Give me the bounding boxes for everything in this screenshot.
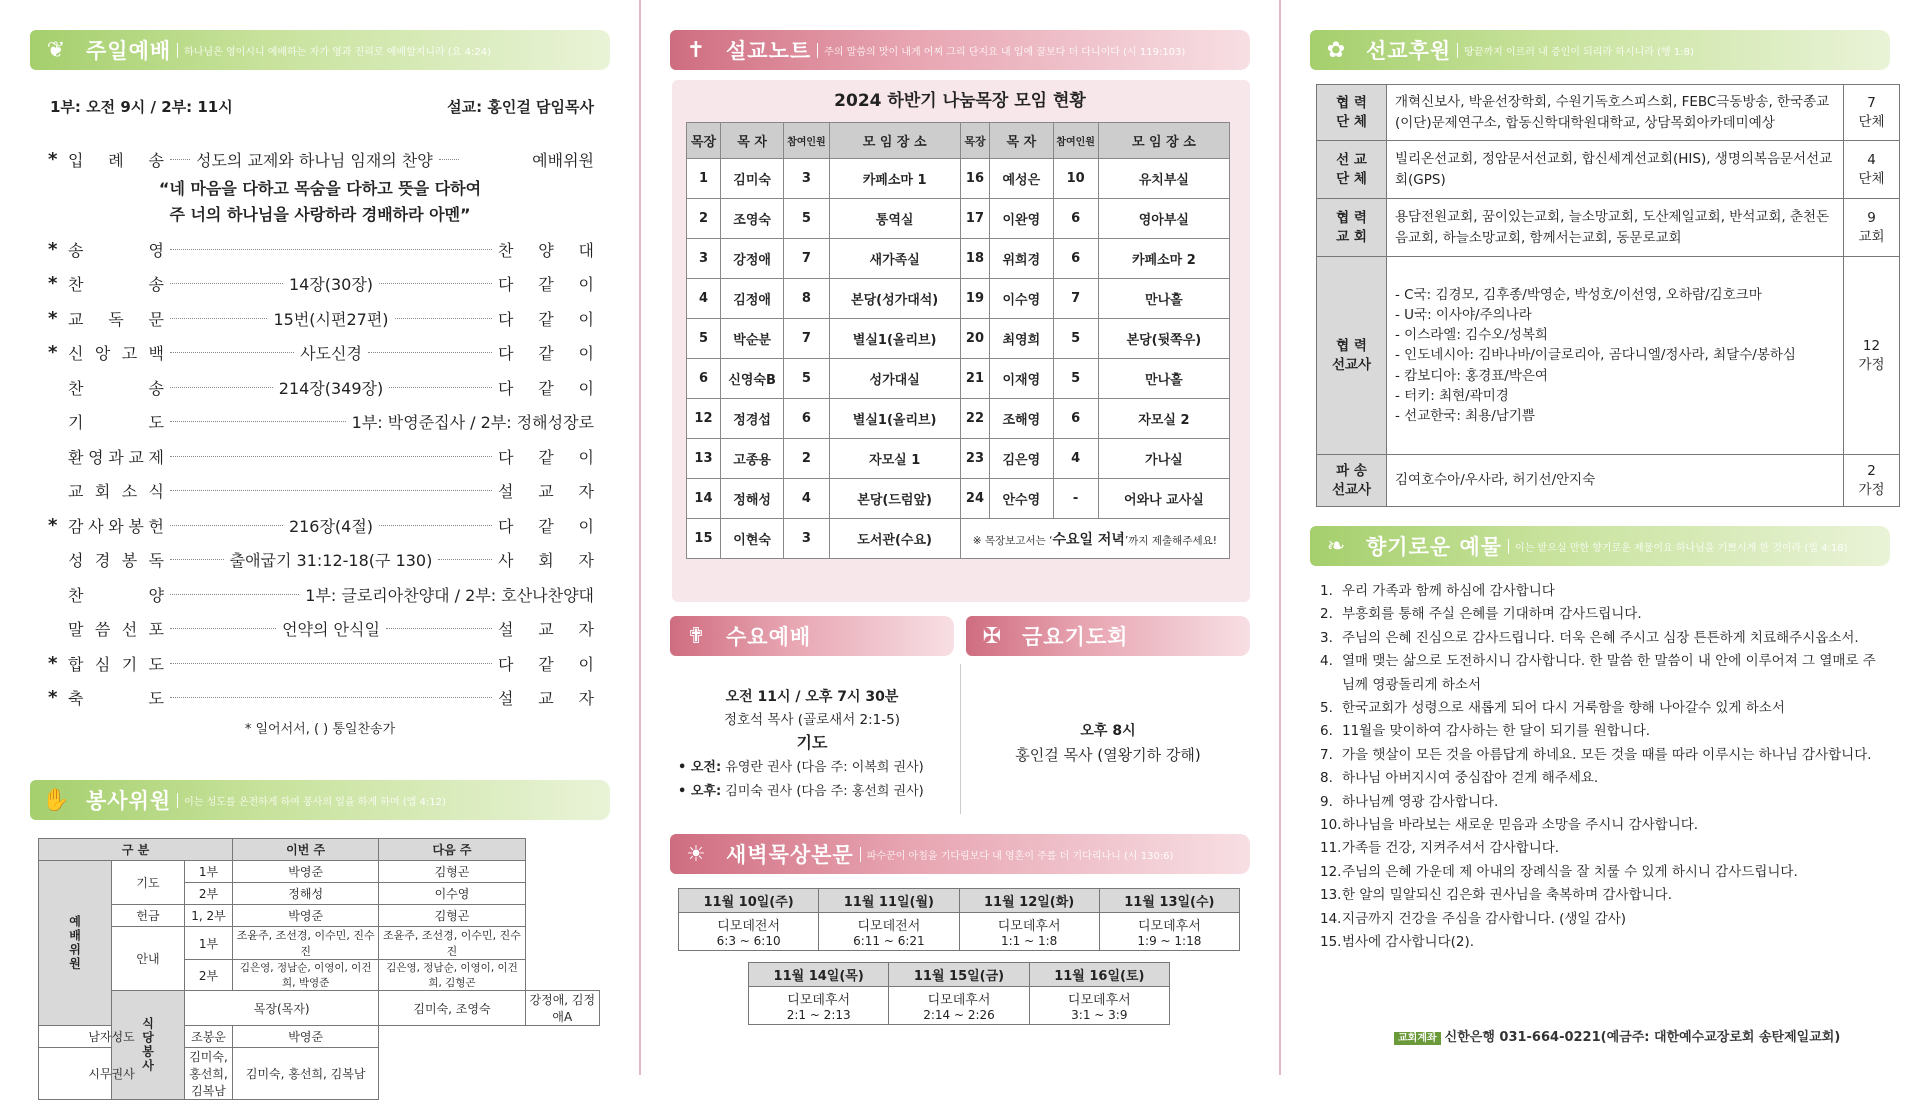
- cell: 23: [960, 439, 989, 479]
- wednesday-service-header: [670, 616, 954, 656]
- section-subtitle: 이는 받으실 만한 향기로운 제물이요 하나님을 기쁘시게 한 것이라 (빌 4:18): [1508, 539, 1848, 554]
- cell: 10: [1053, 159, 1098, 199]
- cell: 18: [960, 239, 989, 279]
- mission-support-table: [1316, 84, 1900, 507]
- cell: 20: [960, 319, 989, 359]
- praise-item: 11. 가족들 건강, 지켜주셔서 감사합니다.: [1320, 840, 1560, 857]
- cell: 새가족실: [829, 239, 960, 279]
- order-content: 214장(349장): [278, 378, 384, 398]
- mission-count: 9 교회: [1844, 199, 1900, 257]
- mission-category: 협 력 단 체: [1317, 85, 1387, 141]
- mission-list: - C국: 김경모, 김후종/박영순, 박성호/이선영, 오하람/김호크마 - U국: 이사야/주의나라 - 이스라엘: 김수오/성복희 - 인도네시아: 김바나바/이글로리아, 곰다니엘/정사라, 최달수/봉하심 - 캄보디아: 홍경표/박은여 - 터키: 최현/곽미경 - 선교한국: 최용/남기쁨: [1387, 257, 1844, 455]
- star-mark: *: [48, 238, 58, 260]
- mission-row: [1317, 141, 1900, 199]
- dawn-passage: 디모데후서 2:14 ~ 2:26: [889, 987, 1029, 1025]
- preacher: 설교: 홍인걸 담임목사: [447, 98, 594, 116]
- praise-item: 3. 주님의 은혜 진심으로 감사드립니다. 더욱 은혜 주시고 심장 튼튼하게 치료해주시옵소서.: [1320, 629, 1859, 646]
- dawn-date: 11월 16일(토): [1029, 963, 1169, 987]
- cell: 조해영: [990, 399, 1053, 439]
- cell: 본당(드럼앞): [829, 479, 960, 519]
- cell: 김정애: [720, 279, 783, 319]
- mission-row: [1317, 257, 1900, 455]
- cell: 4: [1053, 439, 1098, 479]
- section-subtitle: 하나님은 영이시니 예배하는 자가 영과 진리로 예배할지니라 (요 4:24): [177, 43, 491, 58]
- cross-icon: ✟: [686, 623, 706, 649]
- cell: 5: [687, 319, 721, 359]
- cell: 통역실: [829, 199, 960, 239]
- cell: 12: [687, 399, 721, 439]
- row-label: 시무권사: [39, 1048, 185, 1100]
- order-name: 환 영 과 교 제: [68, 447, 164, 467]
- mission-list: 빌리온선교회, 정암문서선교회, 합신세계선교회(HIS), 생명의복음문서선교회(GPS): [1387, 141, 1844, 199]
- praise-item: 12. 주님의 은혜 가운데 제 아내의 장례식을 잘 치룰 수 있게 하시니 감사드립니다.: [1320, 863, 1798, 880]
- dawn-date: 11월 11일(월): [819, 889, 959, 913]
- order-content: 사도신경: [300, 344, 362, 363]
- cell: 최영희: [990, 319, 1053, 359]
- cell: 이재영: [990, 359, 1053, 399]
- mission-row: [1317, 199, 1900, 257]
- dawn-date: 11월 12일(화): [959, 889, 1099, 913]
- cell: 신영숙B: [720, 359, 783, 399]
- cell: 13: [687, 439, 721, 479]
- church-account: [1394, 1026, 1840, 1045]
- praise-item: 6. 11월을 맞이하여 감사하는 한 달이 되기를 원합니다.: [1320, 723, 1651, 740]
- cell: 카페소마 1: [829, 159, 960, 199]
- mission-list: 개혁신보사, 박윤선장학회, 수원기독호스피스회, FEBC극동방송, 한국종교(이단)문제연구소, 합동신학대학원대학교, 상담목회아카데미예상: [1387, 85, 1844, 141]
- order-name: 말 씀 선 포: [68, 620, 164, 639]
- col-header: 이번 주: [233, 839, 379, 861]
- cell: -: [1053, 479, 1098, 519]
- praise-header: [1310, 526, 1890, 566]
- cell: 도서관(수요): [829, 519, 960, 559]
- order-row: [48, 581, 594, 607]
- section-subtitle: 이는 성도를 온전하게 하여 봉사의 일을 하게 하며 (엡 4:12): [177, 793, 446, 808]
- section-title: 새벽묵상본문: [726, 843, 854, 867]
- account-text: 신한은행 031-664-0221(예금주: 대한예수교장로회 송탄제일교회): [1444, 1030, 1841, 1045]
- order-name: 찬 송: [68, 275, 164, 294]
- cell: 영아부실: [1098, 199, 1229, 239]
- praise-item: 2. 부흥회를 통해 주실 은혜를 기대하며 감사드립니다.: [1320, 606, 1642, 623]
- cell: 21: [960, 359, 989, 399]
- section-title: 향기로운 예물: [1366, 535, 1503, 559]
- cell: 박영준: [233, 861, 379, 883]
- section-title: 수요예배: [726, 625, 812, 649]
- cell: 6: [687, 359, 721, 399]
- cell: 15: [687, 519, 721, 559]
- order-name: 축 도: [68, 689, 164, 708]
- row-sublabel: 1부: [185, 927, 233, 960]
- praise-item: 5. 한국교회가 성령으로 새롭게 되어 다시 거룩함을 향해 나아갈수 있게 하소서: [1320, 700, 1785, 717]
- dawn-passage: 디모데후서 1:1 ~ 1:8: [959, 913, 1099, 951]
- order-right: 예배위원: [532, 150, 594, 170]
- table-row: [687, 159, 1230, 199]
- order-row: [48, 236, 594, 262]
- cell: 6: [1053, 199, 1098, 239]
- group-label: 예배위원: [39, 861, 112, 1026]
- sunrise-icon: ☀: [686, 841, 706, 867]
- mission-row: [1317, 85, 1900, 141]
- sermon-note-header: [670, 30, 1250, 70]
- wed-prayer-label: 기도: [796, 733, 828, 752]
- section-title: 금요기도회: [1022, 625, 1129, 649]
- order-name: 찬 송: [68, 378, 164, 398]
- cell: 김은영: [990, 439, 1053, 479]
- dawn-date: 11월 10일(주): [679, 889, 819, 913]
- mission-row: [1317, 455, 1900, 507]
- sunday-service-header: [30, 30, 610, 70]
- book-icon: ✝: [686, 37, 706, 63]
- sunday-service-column: [0, 0, 640, 1098]
- scripture-quote-line-2: 주 너의 하나님을 사랑하라 경배하라 아멘”: [169, 205, 471, 224]
- mission-category: 협 력 교 회: [1317, 199, 1387, 257]
- section-title: 봉사위원: [86, 789, 172, 813]
- report-note: ※ 목장보고서는 ‘수요일 저녁’까지 제출해주세요!: [960, 519, 1229, 559]
- cell: 자모실 2: [1098, 399, 1229, 439]
- mission-category: 선 교 단 체: [1317, 141, 1387, 199]
- cell: 5: [784, 199, 829, 239]
- cell: 5: [1053, 319, 1098, 359]
- cell: 3: [687, 239, 721, 279]
- fri-time: 오후 8시: [1080, 723, 1136, 739]
- mission-category: 협 력 선교사: [1317, 257, 1387, 455]
- mission-count: 12 가정: [1844, 257, 1900, 455]
- order-right: 설 교 자: [498, 620, 595, 639]
- table-row: [687, 439, 1230, 479]
- cell: 이수영: [379, 883, 525, 905]
- cell: 2: [784, 439, 829, 479]
- cell: 5: [1053, 359, 1098, 399]
- praise-item: 10. 하나님을 바라보는 새로운 믿음과 소망을 주시니 감사합니다.: [1320, 817, 1699, 834]
- cell: 정경섭: [720, 399, 783, 439]
- table-row: [687, 479, 1230, 519]
- order-row: [48, 547, 594, 573]
- cell: 박순분: [720, 319, 783, 359]
- star-mark: *: [48, 342, 58, 363]
- dawn-date: 11월 14일(목): [749, 963, 889, 987]
- praise-item: 1. 우리 가족과 함께 하심에 감사합니다: [1320, 583, 1555, 599]
- cell: 조영숙: [720, 199, 783, 239]
- order-content: 15번(시편27편): [273, 309, 389, 329]
- cell: 이수영: [990, 279, 1053, 319]
- table-row: [687, 199, 1230, 239]
- cell: 별실1(올리브): [829, 319, 960, 359]
- order-right: 다 같 이: [498, 309, 594, 329]
- cell: 3: [784, 159, 829, 199]
- order-name: 입 례 송: [68, 150, 164, 170]
- cell: 김은영, 정남순, 이영이, 이건희, 박영준: [233, 960, 379, 991]
- cell: 만나홀: [1098, 279, 1229, 319]
- cell: 17: [960, 199, 989, 239]
- col-header: 목장: [687, 123, 721, 159]
- cell: 3: [784, 519, 829, 559]
- row-sublabel: 2부: [185, 883, 233, 905]
- col-header: 목 자: [990, 123, 1053, 159]
- divider: [960, 664, 961, 814]
- cell: 4: [784, 479, 829, 519]
- row-sublabel: 2부: [185, 960, 233, 991]
- wed-prayer-am: • 오전: 유영란 권사 (다음 주: 이복희 권사): [678, 760, 924, 775]
- cell: 24: [960, 479, 989, 519]
- group-meetings-table: [686, 122, 1230, 559]
- cell: 강정애: [720, 239, 783, 279]
- order-row: [48, 305, 594, 331]
- praise-item: 13. 한 알의 밀알되신 김은화 권사님을 축복하며 감사합니다.: [1320, 887, 1672, 904]
- fri-preach: 홍인걸 목사 (열왕기하 강해): [1015, 746, 1201, 764]
- dawn-passage: 디모데전서 6:11 ~ 6:21: [819, 913, 959, 951]
- cell: 박영준: [233, 905, 379, 927]
- hand-icon: ✋: [42, 787, 70, 813]
- dawn-passage: 디모데후서 3:1 ~ 3:9: [1029, 987, 1169, 1025]
- mission-count: 4 단체: [1844, 141, 1900, 199]
- cell: 강정애, 김정애A: [525, 991, 599, 1026]
- dawn-schedule-row-2: [748, 962, 1170, 1025]
- dawn-schedule-row-1: [678, 888, 1240, 951]
- col-header: 다음 주: [379, 839, 525, 861]
- row-label: 안내: [112, 927, 185, 991]
- cell: 본당(성가대석): [829, 279, 960, 319]
- cell: 박영준: [233, 1026, 379, 1048]
- cell: 정해성: [233, 883, 379, 905]
- praise-item: 8. 하나님 아버지시여 중심잡아 걷게 해주세요.: [1320, 770, 1599, 787]
- col-header: 목장: [960, 123, 989, 159]
- cell: 19: [960, 279, 989, 319]
- order-right: 설 교 자: [498, 689, 594, 708]
- cell: 예성은: [990, 159, 1053, 199]
- order-name: 찬 양: [68, 585, 164, 605]
- cell: 7: [784, 319, 829, 359]
- mission-list: 김여호수아/우사라, 허기선/안지숙: [1387, 455, 1844, 507]
- dawn-passage: 디모데후서 2:1 ~ 2:13: [749, 987, 889, 1025]
- cell: 카페소마 2: [1098, 239, 1229, 279]
- praise-item: 7. 가을 햇살이 모든 것을 아름답게 하네요. 모든 것을 때를 따라 이루시는 하나님 감사합니다.: [1320, 746, 1872, 763]
- order-row: [48, 443, 594, 469]
- col-header: 참여인원: [784, 123, 829, 159]
- row-sublabel: 1, 2부: [185, 905, 233, 927]
- section-subtitle: 땅끝까지 이르러 내 증인이 되리라 하시니라 (행 1:8): [1457, 43, 1694, 58]
- order-name: 교 독 문: [68, 309, 164, 329]
- order-right: 다 같 이: [498, 275, 594, 294]
- cell: 성가대실: [829, 359, 960, 399]
- group-label: 식당봉사: [112, 991, 185, 1100]
- cell: 김형곤: [379, 905, 525, 927]
- order-content: 1부: 글로리아찬양대 / 2부: 호산나찬양대: [305, 585, 594, 605]
- order-content: 216장(4절): [288, 516, 374, 536]
- praise-item: 9. 하나님께 영광 감사합니다.: [1320, 793, 1499, 810]
- table-row: [687, 239, 1230, 279]
- star-mark: *: [48, 307, 58, 329]
- order-name: 성 경 봉 독: [68, 551, 164, 570]
- cell: 7: [784, 239, 829, 279]
- order-row: [48, 685, 594, 711]
- volunteers-table: [38, 838, 600, 1100]
- order-row: [48, 409, 594, 435]
- col-header: 구 분: [39, 839, 233, 861]
- order-name: 송 영: [68, 240, 164, 260]
- cell: 김미숙, 조영숙: [379, 991, 525, 1026]
- mission-header: [1310, 30, 1890, 70]
- order-name: 기 도: [68, 413, 164, 432]
- order-row: [48, 650, 594, 676]
- mission-count: 2 가정: [1844, 455, 1900, 507]
- star-mark: *: [48, 652, 58, 674]
- section-subtitle: 주의 말씀의 맛이 내게 어찌 그리 단지요 내 입에 꿀보다 더 다니이다 (시 119:103): [817, 43, 1185, 58]
- row-label: 목장(목자): [185, 991, 379, 1026]
- account-badge: 교회계좌: [1394, 1032, 1441, 1045]
- order-content: 언약의 안식일: [282, 620, 380, 639]
- cell: 8: [784, 279, 829, 319]
- row-sublabel: 1부: [185, 861, 233, 883]
- cell: 고종용: [720, 439, 783, 479]
- table-row: [687, 319, 1230, 359]
- cell: 김미숙, 홍선희, 김복남: [185, 1048, 233, 1100]
- cell: 이현숙: [720, 519, 783, 559]
- wed-preach: 정호석 목사 (골로새서 2:1-5): [724, 712, 900, 728]
- wed-time: 오전 11시 / 오후 7시 30분: [725, 689, 899, 705]
- cell: 자모실 1: [829, 439, 960, 479]
- cell: 안수영: [990, 479, 1053, 519]
- cell: 6: [784, 399, 829, 439]
- volunteers-header: [30, 780, 610, 820]
- order-content: 1부: 박영준집사 / 2부: 정해성장로: [351, 413, 594, 432]
- cell: 김은영, 정남순, 이영이, 이건희, 김형곤: [379, 960, 525, 991]
- section-title: 설교노트: [726, 39, 812, 63]
- star-mark: *: [48, 514, 58, 536]
- row-label: 헌금: [112, 905, 185, 927]
- col-header: 목 자: [720, 123, 783, 159]
- cell: 16: [960, 159, 989, 199]
- cell: 7: [1053, 279, 1098, 319]
- table-row: [687, 519, 1230, 559]
- order-row: [48, 271, 594, 297]
- order-right: 다 같 이: [498, 378, 595, 398]
- order-right: 다 같 이: [498, 447, 594, 467]
- praying-hands-icon: ✠: [982, 623, 1002, 649]
- order-row-invocation: * 입 례 송 성도의 교제와 하나님 임재의 찬양 예배위원: [48, 148, 594, 170]
- cell: 유치부실: [1098, 159, 1229, 199]
- order-row: [48, 374, 594, 400]
- praise-item: 15. 범사에 감사합니다(2).: [1320, 934, 1475, 951]
- cell: 1: [687, 159, 721, 199]
- cell: 만나홀: [1098, 359, 1229, 399]
- col-header: 모 임 장 소: [1098, 123, 1229, 159]
- cell: 본당(뒷쪽우): [1098, 319, 1229, 359]
- cell: 위희경: [990, 239, 1053, 279]
- cell: 어와나 교사실: [1098, 479, 1229, 519]
- order-row: [48, 512, 594, 538]
- order-row: [48, 340, 594, 366]
- order-name: 교 회 소 식: [68, 482, 164, 501]
- row-label: 기도: [112, 861, 185, 905]
- cell: 김미숙: [720, 159, 783, 199]
- order-right: 사 회 자: [498, 551, 594, 570]
- star-mark: *: [48, 273, 58, 294]
- star-mark: *: [48, 687, 58, 708]
- service-time: 1부: 오전 9시 / 2부: 11시: [50, 98, 233, 116]
- dawn-meditation-header: [670, 834, 1250, 874]
- row-label: 남자성도: [39, 1026, 185, 1048]
- dawn-date: 11월 15일(금): [889, 963, 1029, 987]
- cell: 5: [784, 359, 829, 399]
- cell: 4: [687, 279, 721, 319]
- dawn-date: 11월 13일(수): [1099, 889, 1239, 913]
- footnote: * 일어서서, ( ) 통일찬송가: [244, 722, 396, 737]
- order-right: 다 같 이: [498, 344, 595, 363]
- cell: 별실1(올리브): [829, 399, 960, 439]
- cell: 6: [1053, 239, 1098, 279]
- praise-list: [1320, 580, 1880, 955]
- wed-prayer-pm: • 오후: 김미숙 권사 (다음 주: 홍선희 권사): [678, 784, 924, 799]
- scripture-quote-line-1: “네 마음을 다하고 목숨을 다하고 뜻을 다하여: [158, 179, 482, 198]
- cell: 김미숙, 홍선희, 김복남: [233, 1048, 379, 1100]
- dawn-passage: 디모데후서 1:9 ~ 1:18: [1099, 913, 1239, 951]
- table-row: [687, 399, 1230, 439]
- mission-category: 파 송 선교사: [1317, 455, 1387, 507]
- cell: 이완영: [990, 199, 1053, 239]
- dawn-passage: 디모데전서 6:3 ~ 6:10: [679, 913, 819, 951]
- mission-list: 용담전원교회, 꿈이있는교회, 늘소망교회, 도산제일교회, 반석교회, 춘천돈음교회, 하늘소망교회, 함께서는교회, 동문로교회: [1387, 199, 1844, 257]
- leaf-icon: ❦: [46, 37, 66, 63]
- cell: 조봉운: [185, 1026, 233, 1048]
- table-row: [687, 279, 1230, 319]
- praise-item: 4. 열매 맺는 삶으로 도전하시니 감사합니다. 한 말씀 한 말씀이 내 안에 이루어져 그 열매로 주님께 영광돌리게 하소서: [1320, 653, 1876, 693]
- order-content: 14장(30장): [288, 275, 374, 294]
- order-name: 신 앙 고 백: [68, 344, 164, 363]
- cell: 조윤주, 조선경, 이수민, 진수진: [233, 927, 379, 960]
- col-header: 모 임 장 소: [829, 123, 960, 159]
- leaf-icon: ❧: [1326, 533, 1346, 559]
- section-subtitle: 파수꾼이 아침을 기다림보다 내 영혼이 주를 더 기다리나니 (시 130:6): [860, 847, 1174, 862]
- friday-prayer-header: [966, 616, 1250, 656]
- order-right: 다 같 이: [498, 516, 594, 536]
- cell: 6: [1053, 399, 1098, 439]
- cell: 정해성: [720, 479, 783, 519]
- praise-item: 14. 지금까지 건강을 주심을 감사합니다. (생일 감사): [1320, 910, 1627, 927]
- mission-count: 7 단체: [1844, 85, 1900, 141]
- cell: 가나실: [1098, 439, 1229, 479]
- group-table-title: 2024 하반기 나눔목장 모임 현황: [834, 91, 1086, 111]
- order-row: [48, 616, 594, 642]
- order-right: 다 같 이: [498, 654, 594, 674]
- cell: 2: [687, 199, 721, 239]
- order-right: 설 교 자: [498, 482, 594, 501]
- cell: 14: [687, 479, 721, 519]
- col-header: 참여인원: [1053, 123, 1098, 159]
- order-content: 성도의 교제와 하나님 임재의 찬양: [196, 150, 433, 170]
- order-content: 출애굽기 31:12-18(구 130): [229, 551, 433, 570]
- cell: 조윤주, 조선경, 이수민, 진수진: [379, 927, 525, 960]
- order-right: 찬 양 대: [498, 240, 594, 260]
- section-title: 주일예배: [86, 39, 172, 63]
- order-name: 합 심 기 도: [68, 654, 164, 674]
- flower-icon: ✿: [1326, 37, 1346, 63]
- order-row: [48, 478, 594, 504]
- table-row: [687, 359, 1230, 399]
- cell: 22: [960, 399, 989, 439]
- order-name: 감 사 와 봉 헌: [68, 516, 164, 536]
- cell: 김형곤: [379, 861, 525, 883]
- section-title: 선교후원: [1366, 39, 1452, 63]
